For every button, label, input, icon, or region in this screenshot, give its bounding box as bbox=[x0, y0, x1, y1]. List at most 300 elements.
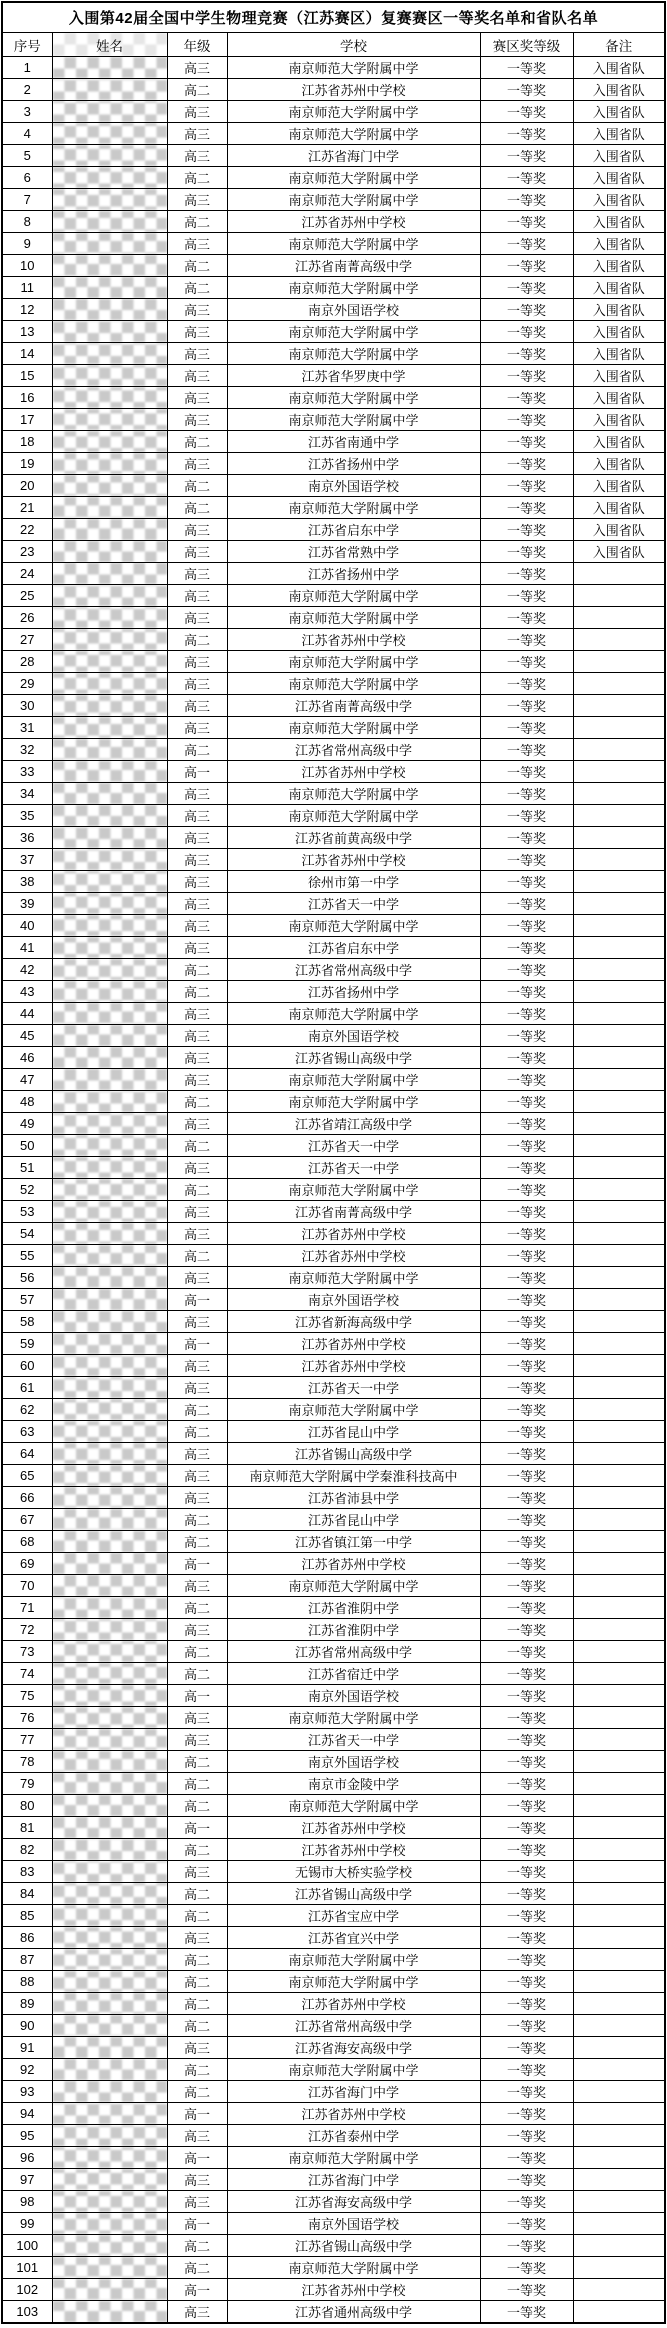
cell-award: 一等奖 bbox=[480, 739, 573, 761]
cell-school: 南京师范大学附属中学 bbox=[227, 651, 480, 673]
cell-grade: 高三 bbox=[167, 541, 227, 563]
table-row bbox=[2, 1443, 665, 1465]
cell-award: 一等奖 bbox=[480, 299, 573, 321]
cell-school: 江苏省苏州中学校 bbox=[227, 1553, 480, 1575]
cell-note bbox=[573, 2081, 665, 2103]
cell-award: 一等奖 bbox=[480, 57, 573, 79]
cell-award: 一等奖 bbox=[480, 1047, 573, 1069]
table-row bbox=[2, 695, 665, 717]
cell-index: 46 bbox=[2, 1047, 52, 1069]
cell-grade: 高二 bbox=[167, 2059, 227, 2081]
table-row bbox=[2, 387, 665, 409]
cell-award: 一等奖 bbox=[480, 783, 573, 805]
cell-name bbox=[52, 475, 167, 497]
cell-note bbox=[573, 1311, 665, 1333]
cell-index: 73 bbox=[2, 1641, 52, 1663]
cell-index: 40 bbox=[2, 915, 52, 937]
cell-grade: 高二 bbox=[167, 431, 227, 453]
cell-index: 80 bbox=[2, 1795, 52, 1817]
table-row bbox=[2, 1839, 665, 1861]
cell-award: 一等奖 bbox=[480, 937, 573, 959]
header-index: 序号 bbox=[2, 33, 52, 57]
censor-mosaic bbox=[53, 1509, 167, 1530]
cell-school: 南京师范大学附属中学 bbox=[227, 1091, 480, 1113]
cell-school: 南京师范大学附属中学 bbox=[227, 1949, 480, 1971]
cell-award: 一等奖 bbox=[480, 2213, 573, 2235]
cell-index: 2 bbox=[2, 79, 52, 101]
cell-award: 一等奖 bbox=[480, 1135, 573, 1157]
table-row bbox=[2, 1069, 665, 1091]
table-row bbox=[2, 1091, 665, 1113]
censor-mosaic bbox=[53, 607, 167, 628]
cell-school: 江苏省前黄高级中学 bbox=[227, 827, 480, 849]
cell-grade: 高三 bbox=[167, 1267, 227, 1289]
cell-grade: 高三 bbox=[167, 1355, 227, 1377]
cell-index: 55 bbox=[2, 1245, 52, 1267]
cell-award: 一等奖 bbox=[480, 475, 573, 497]
cell-index: 74 bbox=[2, 1663, 52, 1685]
cell-note bbox=[573, 1751, 665, 1773]
cell-award: 一等奖 bbox=[480, 849, 573, 871]
censor-mosaic bbox=[53, 1201, 167, 1222]
cell-grade: 高三 bbox=[167, 2191, 227, 2213]
censor-mosaic bbox=[53, 1377, 167, 1398]
cell-index: 79 bbox=[2, 1773, 52, 1795]
table-row bbox=[2, 1333, 665, 1355]
cell-note bbox=[573, 2301, 665, 2324]
cell-name bbox=[52, 959, 167, 981]
censor-mosaic bbox=[53, 1971, 167, 1992]
cell-name bbox=[52, 1113, 167, 1135]
table-row bbox=[2, 2301, 665, 2324]
cell-school: 江苏省海安高级中学 bbox=[227, 2037, 480, 2059]
censor-mosaic bbox=[53, 1751, 167, 1772]
cell-index: 77 bbox=[2, 1729, 52, 1751]
cell-school: 江苏省淮阴中学 bbox=[227, 1619, 480, 1641]
cell-school: 江苏省苏州中学校 bbox=[227, 1355, 480, 1377]
cell-grade: 高三 bbox=[167, 2037, 227, 2059]
censor-mosaic bbox=[53, 1289, 167, 1310]
table-row bbox=[2, 79, 665, 101]
censor-mosaic bbox=[53, 1333, 167, 1354]
cell-note bbox=[573, 2169, 665, 2191]
cell-school: 南京师范大学附属中学 bbox=[227, 1795, 480, 1817]
cell-note: 入围省队 bbox=[573, 321, 665, 343]
censor-mosaic bbox=[53, 1993, 167, 2014]
table-row bbox=[2, 849, 665, 871]
cell-award: 一等奖 bbox=[480, 79, 573, 101]
censor-mosaic bbox=[53, 1091, 167, 1112]
censor-mosaic bbox=[53, 673, 167, 694]
cell-note bbox=[573, 1993, 665, 2015]
cell-note: 入围省队 bbox=[573, 277, 665, 299]
cell-school: 江苏省锡山高级中学 bbox=[227, 1443, 480, 1465]
cell-name bbox=[52, 1883, 167, 1905]
cell-note bbox=[573, 1619, 665, 1641]
cell-grade: 高二 bbox=[167, 211, 227, 233]
censor-mosaic bbox=[53, 893, 167, 914]
cell-grade: 高三 bbox=[167, 1861, 227, 1883]
table-row bbox=[2, 739, 665, 761]
censor-mosaic bbox=[53, 1179, 167, 1200]
cell-grade: 高三 bbox=[167, 1223, 227, 1245]
censor-mosaic bbox=[53, 937, 167, 958]
cell-award: 一等奖 bbox=[480, 2103, 573, 2125]
cell-note bbox=[573, 2147, 665, 2169]
cell-grade: 高三 bbox=[167, 1575, 227, 1597]
cell-award: 一等奖 bbox=[480, 255, 573, 277]
cell-grade: 高二 bbox=[167, 959, 227, 981]
cell-note bbox=[573, 1157, 665, 1179]
cell-note: 入围省队 bbox=[573, 167, 665, 189]
cell-award: 一等奖 bbox=[480, 387, 573, 409]
cell-grade: 高二 bbox=[167, 981, 227, 1003]
cell-index: 102 bbox=[2, 2279, 52, 2301]
cell-index: 69 bbox=[2, 1553, 52, 1575]
cell-index: 67 bbox=[2, 1509, 52, 1531]
cell-index: 28 bbox=[2, 651, 52, 673]
cell-award: 一等奖 bbox=[480, 893, 573, 915]
cell-note: 入围省队 bbox=[573, 497, 665, 519]
cell-index: 87 bbox=[2, 1949, 52, 1971]
cell-index: 93 bbox=[2, 2081, 52, 2103]
cell-index: 103 bbox=[2, 2301, 52, 2324]
censor-mosaic bbox=[53, 2059, 167, 2080]
cell-school: 江苏省苏州中学校 bbox=[227, 1223, 480, 1245]
cell-award: 一等奖 bbox=[480, 1157, 573, 1179]
cell-index: 39 bbox=[2, 893, 52, 915]
cell-school: 南京师范大学附属中学 bbox=[227, 167, 480, 189]
censor-mosaic bbox=[53, 101, 167, 122]
censor-mosaic bbox=[53, 739, 167, 760]
cell-note bbox=[573, 607, 665, 629]
cell-index: 4 bbox=[2, 123, 52, 145]
cell-grade: 高三 bbox=[167, 1311, 227, 1333]
censor-mosaic bbox=[53, 1245, 167, 1266]
cell-award: 一等奖 bbox=[480, 1509, 573, 1531]
cell-award: 一等奖 bbox=[480, 277, 573, 299]
cell-note bbox=[573, 739, 665, 761]
cell-school: 南京市金陵中学 bbox=[227, 1773, 480, 1795]
censor-mosaic bbox=[53, 1663, 167, 1684]
cell-grade: 高三 bbox=[167, 1465, 227, 1487]
cell-name bbox=[52, 1399, 167, 1421]
cell-grade: 高二 bbox=[167, 1245, 227, 1267]
cell-award: 一等奖 bbox=[480, 123, 573, 145]
cell-name bbox=[52, 1025, 167, 1047]
censor-mosaic bbox=[53, 2147, 167, 2168]
cell-school: 南京师范大学附属中学 bbox=[227, 1707, 480, 1729]
cell-school: 南京师范大学附属中学 bbox=[227, 189, 480, 211]
cell-school: 江苏省锡山高级中学 bbox=[227, 2235, 480, 2257]
table-row bbox=[2, 1267, 665, 1289]
cell-name bbox=[52, 541, 167, 563]
cell-award: 一等奖 bbox=[480, 2015, 573, 2037]
cell-school: 南京师范大学附属中学 bbox=[227, 915, 480, 937]
cell-award: 一等奖 bbox=[480, 1113, 573, 1135]
cell-award: 一等奖 bbox=[480, 563, 573, 585]
cell-name bbox=[52, 607, 167, 629]
censor-mosaic bbox=[53, 1707, 167, 1728]
censor-mosaic bbox=[53, 2235, 167, 2256]
cell-name bbox=[52, 365, 167, 387]
cell-school: 南京外国语学校 bbox=[227, 2213, 480, 2235]
cell-name bbox=[52, 2169, 167, 2191]
table-row bbox=[2, 2235, 665, 2257]
censor-mosaic bbox=[53, 2015, 167, 2036]
cell-grade: 高二 bbox=[167, 1531, 227, 1553]
cell-grade: 高二 bbox=[167, 255, 227, 277]
censor-mosaic bbox=[53, 1883, 167, 1904]
cell-name bbox=[52, 629, 167, 651]
cell-grade: 高三 bbox=[167, 189, 227, 211]
cell-school: 南京师范大学附属中学 bbox=[227, 783, 480, 805]
cell-index: 10 bbox=[2, 255, 52, 277]
cell-grade: 高三 bbox=[167, 409, 227, 431]
censor-mosaic bbox=[53, 651, 167, 672]
cell-grade: 高三 bbox=[167, 673, 227, 695]
cell-note: 入围省队 bbox=[573, 343, 665, 365]
cell-name bbox=[52, 1817, 167, 1839]
cell-note bbox=[573, 1069, 665, 1091]
cell-award: 一等奖 bbox=[480, 145, 573, 167]
cell-index: 99 bbox=[2, 2213, 52, 2235]
cell-award: 一等奖 bbox=[480, 1663, 573, 1685]
cell-school: 南京师范大学附属中学 bbox=[227, 1575, 480, 1597]
cell-grade: 高三 bbox=[167, 607, 227, 629]
cell-index: 42 bbox=[2, 959, 52, 981]
censor-mosaic bbox=[53, 2279, 167, 2300]
cell-award: 一等奖 bbox=[480, 1707, 573, 1729]
cell-note bbox=[573, 1421, 665, 1443]
cell-award: 一等奖 bbox=[480, 343, 573, 365]
censor-mosaic bbox=[53, 1839, 167, 1860]
censor-mosaic bbox=[53, 915, 167, 936]
cell-grade: 高二 bbox=[167, 475, 227, 497]
table-row bbox=[2, 1509, 665, 1531]
cell-index: 47 bbox=[2, 1069, 52, 1091]
cell-index: 26 bbox=[2, 607, 52, 629]
cell-school: 南京师范大学附属中学 bbox=[227, 2059, 480, 2081]
cell-note bbox=[573, 2125, 665, 2147]
cell-name bbox=[52, 1509, 167, 1531]
cell-award: 一等奖 bbox=[480, 1201, 573, 1223]
cell-school: 江苏省宿迁中学 bbox=[227, 1663, 480, 1685]
cell-school: 江苏省镇江第一中学 bbox=[227, 1531, 480, 1553]
table-row bbox=[2, 1795, 665, 1817]
cell-note bbox=[573, 1817, 665, 1839]
table-row bbox=[2, 937, 665, 959]
table-row bbox=[2, 2059, 665, 2081]
cell-award: 一等奖 bbox=[480, 827, 573, 849]
cell-name bbox=[52, 277, 167, 299]
cell-note: 入围省队 bbox=[573, 299, 665, 321]
cell-school: 江苏省昆山中学 bbox=[227, 1509, 480, 1531]
cell-name bbox=[52, 1135, 167, 1157]
cell-school: 江苏省海安高级中学 bbox=[227, 2191, 480, 2213]
cell-school: 江苏省常州高级中学 bbox=[227, 2015, 480, 2037]
cell-index: 43 bbox=[2, 981, 52, 1003]
cell-school: 南京师范大学附属中学 bbox=[227, 233, 480, 255]
cell-note bbox=[573, 1685, 665, 1707]
cell-award: 一等奖 bbox=[480, 1949, 573, 1971]
cell-name bbox=[52, 1993, 167, 2015]
cell-note bbox=[573, 1003, 665, 1025]
cell-name bbox=[52, 695, 167, 717]
cell-award: 一等奖 bbox=[480, 189, 573, 211]
cell-index: 24 bbox=[2, 563, 52, 585]
cell-note bbox=[573, 1487, 665, 1509]
table-row bbox=[2, 1883, 665, 1905]
cell-name bbox=[52, 739, 167, 761]
cell-note bbox=[573, 1839, 665, 1861]
cell-name bbox=[52, 1289, 167, 1311]
cell-award: 一等奖 bbox=[480, 1399, 573, 1421]
cell-index: 11 bbox=[2, 277, 52, 299]
cell-award: 一等奖 bbox=[480, 365, 573, 387]
table-row bbox=[2, 1707, 665, 1729]
cell-index: 45 bbox=[2, 1025, 52, 1047]
cell-school: 江苏省天一中学 bbox=[227, 1377, 480, 1399]
censor-mosaic bbox=[53, 1619, 167, 1640]
table-row bbox=[2, 211, 665, 233]
cell-note bbox=[573, 1729, 665, 1751]
cell-note bbox=[573, 783, 665, 805]
cell-grade: 高一 bbox=[167, 2279, 227, 2301]
cell-grade: 高三 bbox=[167, 365, 227, 387]
censor-mosaic bbox=[53, 1927, 167, 1948]
table-row bbox=[2, 1641, 665, 1663]
table-row bbox=[2, 321, 665, 343]
cell-index: 94 bbox=[2, 2103, 52, 2125]
cell-school: 江苏省海门中学 bbox=[227, 2081, 480, 2103]
censor-mosaic bbox=[53, 123, 167, 144]
cell-name bbox=[52, 211, 167, 233]
cell-school: 南京师范大学附属中学 bbox=[227, 1971, 480, 1993]
cell-school: 南京师范大学附属中学 bbox=[227, 277, 480, 299]
cell-grade: 高一 bbox=[167, 1685, 227, 1707]
censor-mosaic bbox=[53, 827, 167, 848]
censor-mosaic bbox=[53, 695, 167, 716]
cell-note bbox=[573, 1267, 665, 1289]
cell-name bbox=[52, 2081, 167, 2103]
table-row bbox=[2, 1971, 665, 1993]
censor-mosaic bbox=[53, 145, 167, 166]
cell-note bbox=[573, 827, 665, 849]
cell-award: 一等奖 bbox=[480, 717, 573, 739]
cell-school: 江苏省苏州中学校 bbox=[227, 1817, 480, 1839]
cell-name bbox=[52, 563, 167, 585]
cell-index: 38 bbox=[2, 871, 52, 893]
table-row bbox=[2, 2081, 665, 2103]
cell-note: 入围省队 bbox=[573, 365, 665, 387]
table-row bbox=[2, 101, 665, 123]
cell-award: 一等奖 bbox=[480, 497, 573, 519]
cell-name bbox=[52, 1333, 167, 1355]
cell-index: 89 bbox=[2, 1993, 52, 2015]
cell-school: 南京师范大学附属中学 bbox=[227, 321, 480, 343]
censor-mosaic bbox=[53, 1729, 167, 1750]
cell-name bbox=[52, 1003, 167, 1025]
cell-grade: 高二 bbox=[167, 2015, 227, 2037]
censor-mosaic bbox=[53, 1685, 167, 1706]
cell-award: 一等奖 bbox=[480, 541, 573, 563]
cell-award: 一等奖 bbox=[480, 167, 573, 189]
cell-school: 江苏省靖江高级中学 bbox=[227, 1113, 480, 1135]
cell-award: 一等奖 bbox=[480, 1025, 573, 1047]
cell-grade: 高二 bbox=[167, 2081, 227, 2103]
table-row bbox=[2, 299, 665, 321]
cell-name bbox=[52, 2125, 167, 2147]
cell-note bbox=[573, 1597, 665, 1619]
cell-award: 一等奖 bbox=[480, 1289, 573, 1311]
cell-name bbox=[52, 651, 167, 673]
cell-name bbox=[52, 2279, 167, 2301]
cell-note bbox=[573, 2191, 665, 2213]
table-row bbox=[2, 1421, 665, 1443]
cell-award: 一等奖 bbox=[480, 321, 573, 343]
cell-school: 江苏省常州高级中学 bbox=[227, 739, 480, 761]
cell-index: 76 bbox=[2, 1707, 52, 1729]
cell-school: 江苏省苏州中学校 bbox=[227, 79, 480, 101]
cell-award: 一等奖 bbox=[480, 1091, 573, 1113]
cell-school: 江苏省常熟中学 bbox=[227, 541, 480, 563]
censor-mosaic bbox=[53, 1443, 167, 1464]
cell-school: 南京师范大学附属中学秦淮科技高中 bbox=[227, 1465, 480, 1487]
cell-grade: 高三 bbox=[167, 717, 227, 739]
cell-award: 一等奖 bbox=[480, 1465, 573, 1487]
cell-grade: 高二 bbox=[167, 1971, 227, 1993]
cell-note bbox=[573, 2213, 665, 2235]
cell-award: 一等奖 bbox=[480, 1311, 573, 1333]
cell-award: 一等奖 bbox=[480, 2059, 573, 2081]
cell-note bbox=[573, 1905, 665, 1927]
cell-name bbox=[52, 1949, 167, 1971]
table-row bbox=[2, 519, 665, 541]
cell-award: 一等奖 bbox=[480, 981, 573, 1003]
cell-grade: 高二 bbox=[167, 2235, 227, 2257]
cell-award: 一等奖 bbox=[480, 1069, 573, 1091]
censor-mosaic bbox=[53, 805, 167, 826]
cell-name bbox=[52, 673, 167, 695]
cell-name bbox=[52, 1157, 167, 1179]
cell-index: 53 bbox=[2, 1201, 52, 1223]
cell-grade: 高二 bbox=[167, 1773, 227, 1795]
cell-name bbox=[52, 233, 167, 255]
cell-name bbox=[52, 783, 167, 805]
table-row bbox=[2, 1157, 665, 1179]
cell-name bbox=[52, 1377, 167, 1399]
cell-grade: 高三 bbox=[167, 2301, 227, 2324]
cell-note bbox=[573, 1927, 665, 1949]
table-row bbox=[2, 1245, 665, 1267]
cell-grade: 高三 bbox=[167, 1047, 227, 1069]
cell-name bbox=[52, 123, 167, 145]
cell-grade: 高一 bbox=[167, 1553, 227, 1575]
cell-name bbox=[52, 1421, 167, 1443]
table-row bbox=[2, 1861, 665, 1883]
table-row bbox=[2, 1377, 665, 1399]
cell-grade: 高三 bbox=[167, 387, 227, 409]
cell-name bbox=[52, 1597, 167, 1619]
cell-note bbox=[573, 959, 665, 981]
table-row bbox=[2, 1619, 665, 1641]
header-grade: 年级 bbox=[167, 33, 227, 57]
header-name: 姓名 bbox=[52, 33, 167, 57]
cell-index: 82 bbox=[2, 1839, 52, 1861]
cell-school: 江苏省南通中学 bbox=[227, 431, 480, 453]
table-row bbox=[2, 563, 665, 585]
